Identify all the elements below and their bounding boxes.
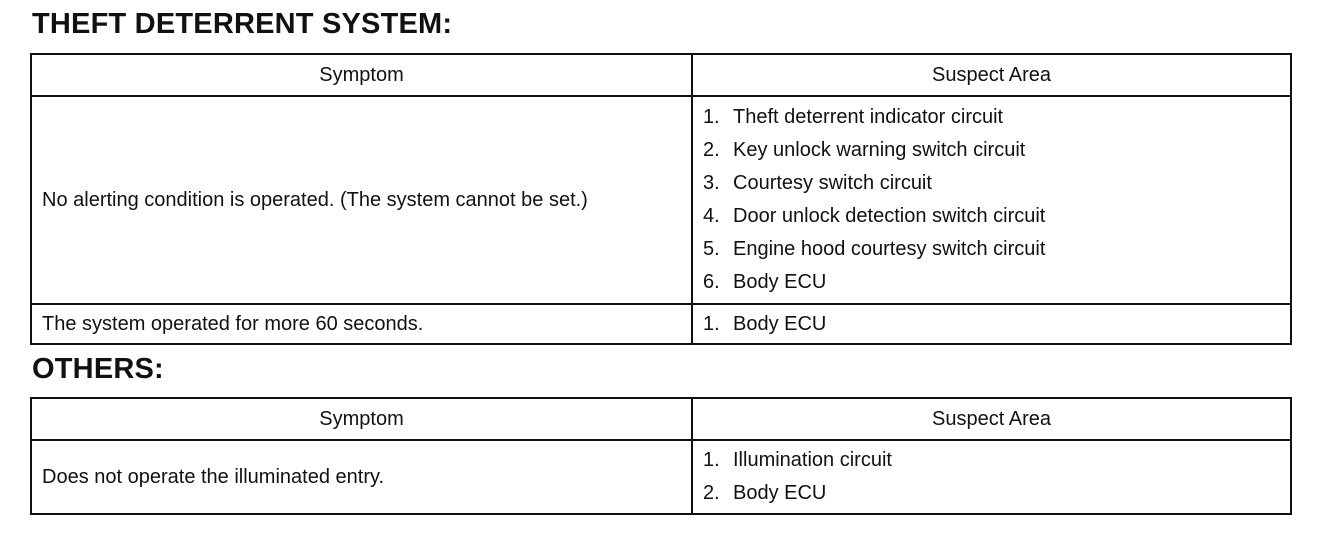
item-text: Body ECU (733, 482, 827, 504)
section-title-theft-deterrent: THEFT DETERRENT SYSTEM: (32, 8, 453, 40)
item-text: Theft deterrent indicator circuit (733, 106, 1004, 128)
item-number: 2. (703, 139, 720, 161)
suspect-area-item (703, 134, 1290, 167)
table-row (31, 304, 1291, 344)
table-row (31, 96, 1291, 304)
suspect-area-column-header: Suspect Area (692, 398, 1291, 440)
item-text: Courtesy switch circuit (733, 172, 932, 194)
item-number: 1. (703, 449, 720, 471)
table-header-row (31, 398, 1291, 440)
item-text: Key unlock warning switch circuit (733, 139, 1026, 161)
suspect-area-list (703, 101, 1290, 299)
suspect-area-column-header: Suspect Area (692, 54, 1291, 96)
suspect-area-cell (692, 96, 1291, 304)
suspect-area-item (703, 167, 1290, 200)
suspect-area-list (703, 444, 1290, 510)
table-header-row (31, 54, 1291, 96)
item-number: 3. (703, 172, 720, 194)
suspect-area-item (703, 477, 1290, 510)
suspect-area-list (703, 308, 1290, 341)
suspect-area-item (703, 233, 1290, 266)
item-text: Door unlock detection switch circuit (733, 205, 1046, 227)
theft-deterrent-table (30, 53, 1292, 345)
item-number: 4. (703, 205, 720, 227)
others-table (30, 397, 1292, 515)
suspect-area-item (703, 101, 1290, 134)
item-number: 5. (703, 238, 720, 260)
item-number: 1. (703, 312, 720, 335)
item-text: Engine hood courtesy switch circuit (733, 238, 1046, 260)
suspect-area-item (703, 308, 1290, 341)
table-row (31, 440, 1291, 514)
suspect-area-item (703, 200, 1290, 233)
item-number: 1. (703, 106, 720, 128)
suspect-area-cell (692, 440, 1291, 514)
item-text: Body ECU (733, 271, 827, 293)
item-number: 6. (703, 271, 720, 293)
suspect-area-item (703, 444, 1290, 477)
symptom-column-header: Symptom (31, 54, 692, 96)
symptom-cell: Does not operate the illuminated entry. (31, 440, 692, 514)
item-text: Illumination circuit (733, 449, 892, 471)
item-text: Body ECU (733, 312, 827, 335)
symptom-column-header: Symptom (31, 398, 692, 440)
symptom-cell: No alerting condition is operated. (The system cannot be set.) (31, 96, 692, 304)
item-number: 2. (703, 482, 720, 504)
section-title-others: OTHERS: (32, 353, 164, 385)
suspect-area-item (703, 266, 1290, 299)
suspect-area-cell (692, 304, 1291, 344)
symptom-cell: The system operated for more 60 seconds. (31, 304, 692, 344)
